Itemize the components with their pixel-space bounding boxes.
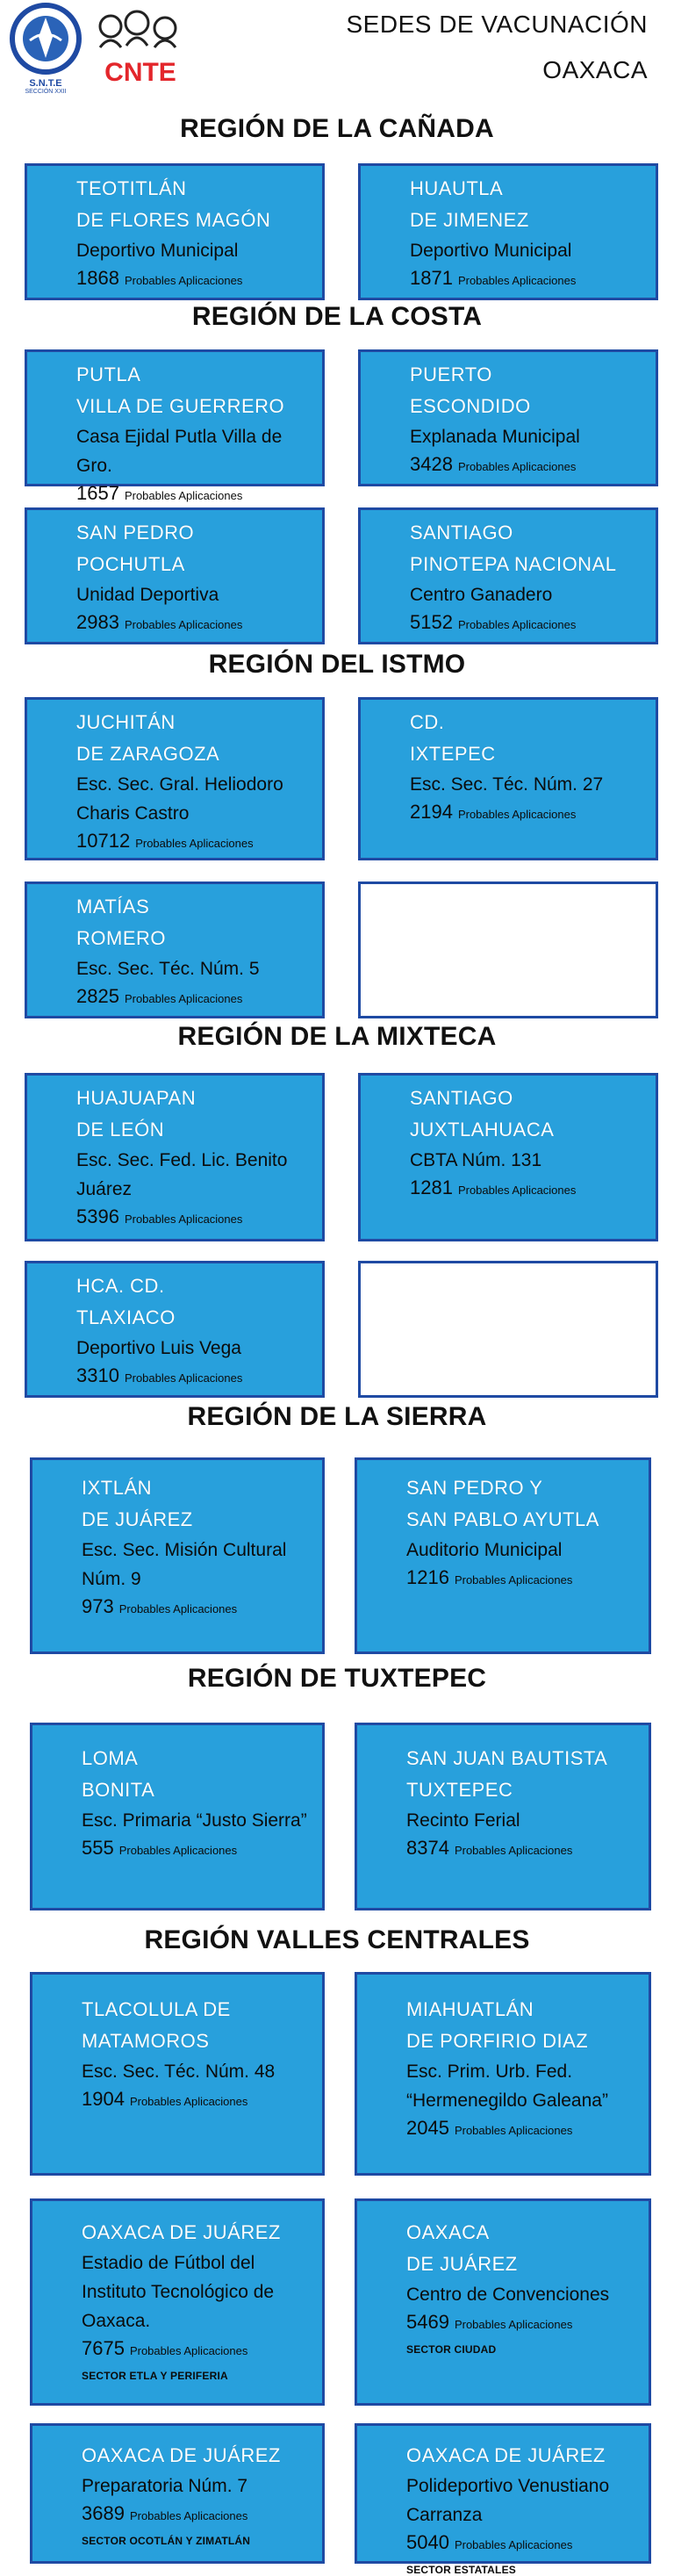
site-venue: Deportivo Luis Vega: [76, 1338, 241, 1358]
cnte-logo-icon: [91, 7, 190, 88]
site-count: 2983 Probables Aplicaciones: [76, 611, 243, 633]
site-place: HUAUTLA: [410, 177, 504, 199]
site-place: TUXTEPEC: [406, 1779, 513, 1801]
site-count: 973 Probables Aplicaciones: [82, 1595, 238, 1617]
site-count: 7675 Probables Aplicaciones: [82, 2337, 248, 2359]
site-place: TLACOLULA DE: [82, 1998, 231, 2020]
site-place: DE ZARAGOZA: [76, 743, 220, 765]
page-subtitle: OAXACA: [542, 56, 648, 83]
region-title-valles-centrales: REGIÓN VALLES CENTRALES: [144, 1925, 530, 1954]
site-place: DE JIMENEZ: [410, 209, 529, 231]
site-card-loma-bonita: [30, 1723, 325, 1910]
site-place: MATÍAS: [76, 896, 150, 917]
site-count: 555 Probables Aplicaciones: [82, 1837, 238, 1859]
site-count: 2194 Probables Aplicaciones: [410, 801, 577, 823]
site-place: SAN PABLO AYUTLA: [406, 1508, 599, 1530]
site-card-tlaxiaco: [25, 1261, 325, 1398]
header: [0, 0, 674, 104]
site-sector: SECTOR ESTATALES: [406, 2564, 516, 2576]
site-card-juxtlahuaca: [358, 1073, 658, 1241]
site-count: 2825 Probables Aplicaciones: [76, 985, 243, 1007]
site-count: 8374 Probables Aplicaciones: [406, 1837, 573, 1859]
site-venue: Esc. Sec. Téc. Núm. 48: [82, 2062, 276, 2082]
site-count: 1216 Probables Aplicaciones: [406, 1566, 573, 1588]
site-place: MATAMOROS: [82, 2030, 210, 2052]
site-count: 1868 Probables Aplicaciones: [76, 267, 243, 289]
site-venue: Esc. Sec. Téc. Núm. 27: [410, 774, 604, 795]
site-place: JUCHITÁN: [76, 711, 176, 733]
empty-card: [358, 1261, 658, 1398]
site-card-tuxtepec: [355, 1723, 651, 1910]
site-place: DE JUÁREZ: [406, 2253, 518, 2275]
site-venue: Auditorio Municipal: [406, 1540, 563, 1560]
site-place: PUTLA: [76, 363, 141, 385]
site-count: 5396 Probables Aplicaciones: [76, 1205, 243, 1227]
site-count: 5469 Probables Aplicaciones: [406, 2311, 573, 2333]
site-place: SANTIAGO: [410, 1087, 513, 1109]
site-card-pinotepa: [358, 507, 658, 644]
site-sector: SECTOR OCOTLÁN Y ZIMATLÁN: [82, 2535, 251, 2547]
site-venue: Esc. Sec. Téc. Núm. 5: [76, 959, 260, 979]
site-count: 3689 Probables Aplicaciones: [82, 2502, 248, 2524]
region-title-canada: REGIÓN DE LA CAÑADA: [180, 114, 494, 143]
site-venue: Polideportivo Venustiano: [406, 2476, 610, 2496]
site-venue: Deportivo Municipal: [410, 241, 572, 261]
region-title-costa: REGIÓN DE LA COSTA: [191, 302, 483, 331]
site-card-ixtepec: [358, 697, 658, 860]
site-card-putla: [25, 349, 325, 504]
cnte-text: CNTE: [104, 58, 176, 87]
site-venue: Oaxaca.: [82, 2311, 151, 2331]
site-venue: Esc. Sec. Misión Cultural: [82, 1540, 287, 1560]
site-card-juchitan: [25, 697, 325, 860]
site-card-tlacolula: [30, 1972, 325, 2176]
snte-section: SECCIÓN XXII: [25, 89, 67, 95]
site-place: OAXACA DE JUÁREZ: [82, 2444, 281, 2466]
site-count: 10712 Probables Aplicaciones: [76, 830, 254, 852]
site-card-teotitlan: [25, 163, 325, 300]
site-card-miahuatlan: [355, 1972, 651, 2176]
site-venue: Carranza: [406, 2505, 483, 2525]
site-place: DE JUÁREZ: [82, 1508, 193, 1530]
site-sector: SECTOR ETLA Y PERIFERIA: [82, 2370, 228, 2382]
site-venue: Esc. Primaria “Justo Sierra”: [82, 1810, 307, 1831]
site-place: DE PORFIRIO DIAZ: [406, 2030, 589, 2052]
site-place: JUXTLAHUACA: [410, 1119, 555, 1140]
site-card-pochutla: [25, 507, 325, 644]
site-count: 3310 Probables Aplicaciones: [76, 1364, 243, 1386]
empty-card: [358, 881, 658, 1018]
site-card-ixtlan: [30, 1457, 325, 1654]
site-card-oaxaca-polideportivo: [355, 2423, 651, 2576]
snte-logo-icon: [5, 2, 86, 97]
site-count: 3428 Probables Aplicaciones: [410, 453, 577, 475]
site-card-matias-romero: [25, 881, 325, 1018]
site-count: 1904 Probables Aplicaciones: [82, 2088, 248, 2110]
site-card-oaxaca-prepa7: [30, 2423, 325, 2564]
site-venue: Esc. Prim. Urb. Fed.: [406, 2062, 573, 2082]
site-place: TEOTITLÁN: [76, 177, 187, 199]
site-venue: Instituto Tecnológico de: [82, 2282, 275, 2302]
site-venue: Charis Castro: [76, 803, 190, 824]
snte-acronym: S.N.T.E: [29, 78, 62, 89]
site-venue: Deportivo Municipal: [76, 241, 239, 261]
site-place: OAXACA DE JUÁREZ: [82, 2221, 281, 2243]
site-card-ayutla: [355, 1457, 651, 1654]
site-venue: Recinto Ferial: [406, 1810, 520, 1831]
site-place: SAN PEDRO Y: [406, 1477, 543, 1499]
region-title-mixteca: REGIÓN DE LA MIXTECA: [177, 1022, 497, 1051]
site-venue: Esc. Sec. Fed. Lic. Benito: [76, 1150, 288, 1170]
site-venue: Casa Ejidal Putla Villa de Gro.: [76, 427, 283, 476]
site-count: 2045 Probables Aplicaciones: [406, 2117, 573, 2139]
site-venue: CBTA Núm. 131: [410, 1150, 542, 1170]
site-place: IXTEPEC: [410, 743, 496, 765]
site-card-huautla: [358, 163, 658, 300]
page-title: SEDES DE VACUNACIÓN: [346, 11, 648, 38]
site-place: VILLA DE GUERRERO: [76, 395, 285, 417]
site-card-oaxaca-convenciones: [355, 2198, 651, 2406]
site-place: DE FLORES MAGÓN: [76, 209, 271, 231]
site-card-huajuapan: [25, 1073, 325, 1241]
site-venue: Unidad Deportiva: [76, 585, 219, 605]
site-count: 1871 Probables Aplicaciones: [410, 267, 577, 289]
site-venue: Centro Ganadero: [410, 585, 553, 605]
site-place: DE LEÓN: [76, 1119, 165, 1140]
region-title-sierra: REGIÓN DE LA SIERRA: [187, 1402, 487, 1431]
site-venue: Núm. 9: [82, 1569, 141, 1589]
site-count: 1657 Probables Aplicaciones: [76, 482, 243, 504]
site-count: 5152 Probables Aplicaciones: [410, 611, 577, 633]
site-place: PUERTO: [410, 363, 492, 385]
site-venue: Estadio de Fútbol del: [82, 2253, 255, 2273]
site-place: OAXACA: [406, 2221, 490, 2243]
site-venue: Explanada Municipal: [410, 427, 580, 447]
site-place: SAN JUAN BAUTISTA: [406, 1747, 608, 1769]
site-place: OAXACA DE JUÁREZ: [406, 2444, 606, 2466]
site-card-oaxaca-estadio: [30, 2198, 325, 2406]
site-place: BONITA: [82, 1779, 155, 1801]
site-place: SAN PEDRO: [76, 522, 195, 543]
site-place: MIAHUATLÁN: [406, 1998, 534, 2020]
site-place: CD.: [410, 711, 445, 733]
site-venue: Preparatoria Núm. 7: [82, 2476, 248, 2496]
region-title-istmo: REGIÓN DEL ISTMO: [208, 650, 466, 679]
site-venue: Centro de Convenciones: [406, 2285, 610, 2305]
site-venue: “Hermenegildo Galeana”: [406, 2090, 608, 2111]
site-place: LOMA: [82, 1747, 139, 1769]
site-sector: SECTOR CIUDAD: [406, 2343, 497, 2356]
site-count: 1281 Probables Aplicaciones: [410, 1176, 577, 1198]
site-card-puerto-escondido: [358, 349, 658, 486]
site-venue: Juárez: [76, 1179, 133, 1199]
site-place: SANTIAGO: [410, 522, 513, 543]
site-place: HUAJUAPAN: [76, 1087, 197, 1109]
site-place: HCA. CD.: [76, 1275, 165, 1297]
site-place: PINOTEPA NACIONAL: [410, 553, 617, 575]
site-place: TLAXIACO: [76, 1306, 176, 1328]
site-place: POCHUTLA: [76, 553, 185, 575]
site-venue: Esc. Sec. Gral. Heliodoro: [76, 774, 283, 795]
site-place: ESCONDIDO: [410, 395, 531, 417]
region-title-tuxtepec: REGIÓN DE TUXTEPEC: [187, 1664, 487, 1693]
site-count: 5040 Probables Aplicaciones: [406, 2531, 573, 2553]
site-place: IXTLÁN: [82, 1477, 153, 1499]
site-place: ROMERO: [76, 927, 166, 949]
